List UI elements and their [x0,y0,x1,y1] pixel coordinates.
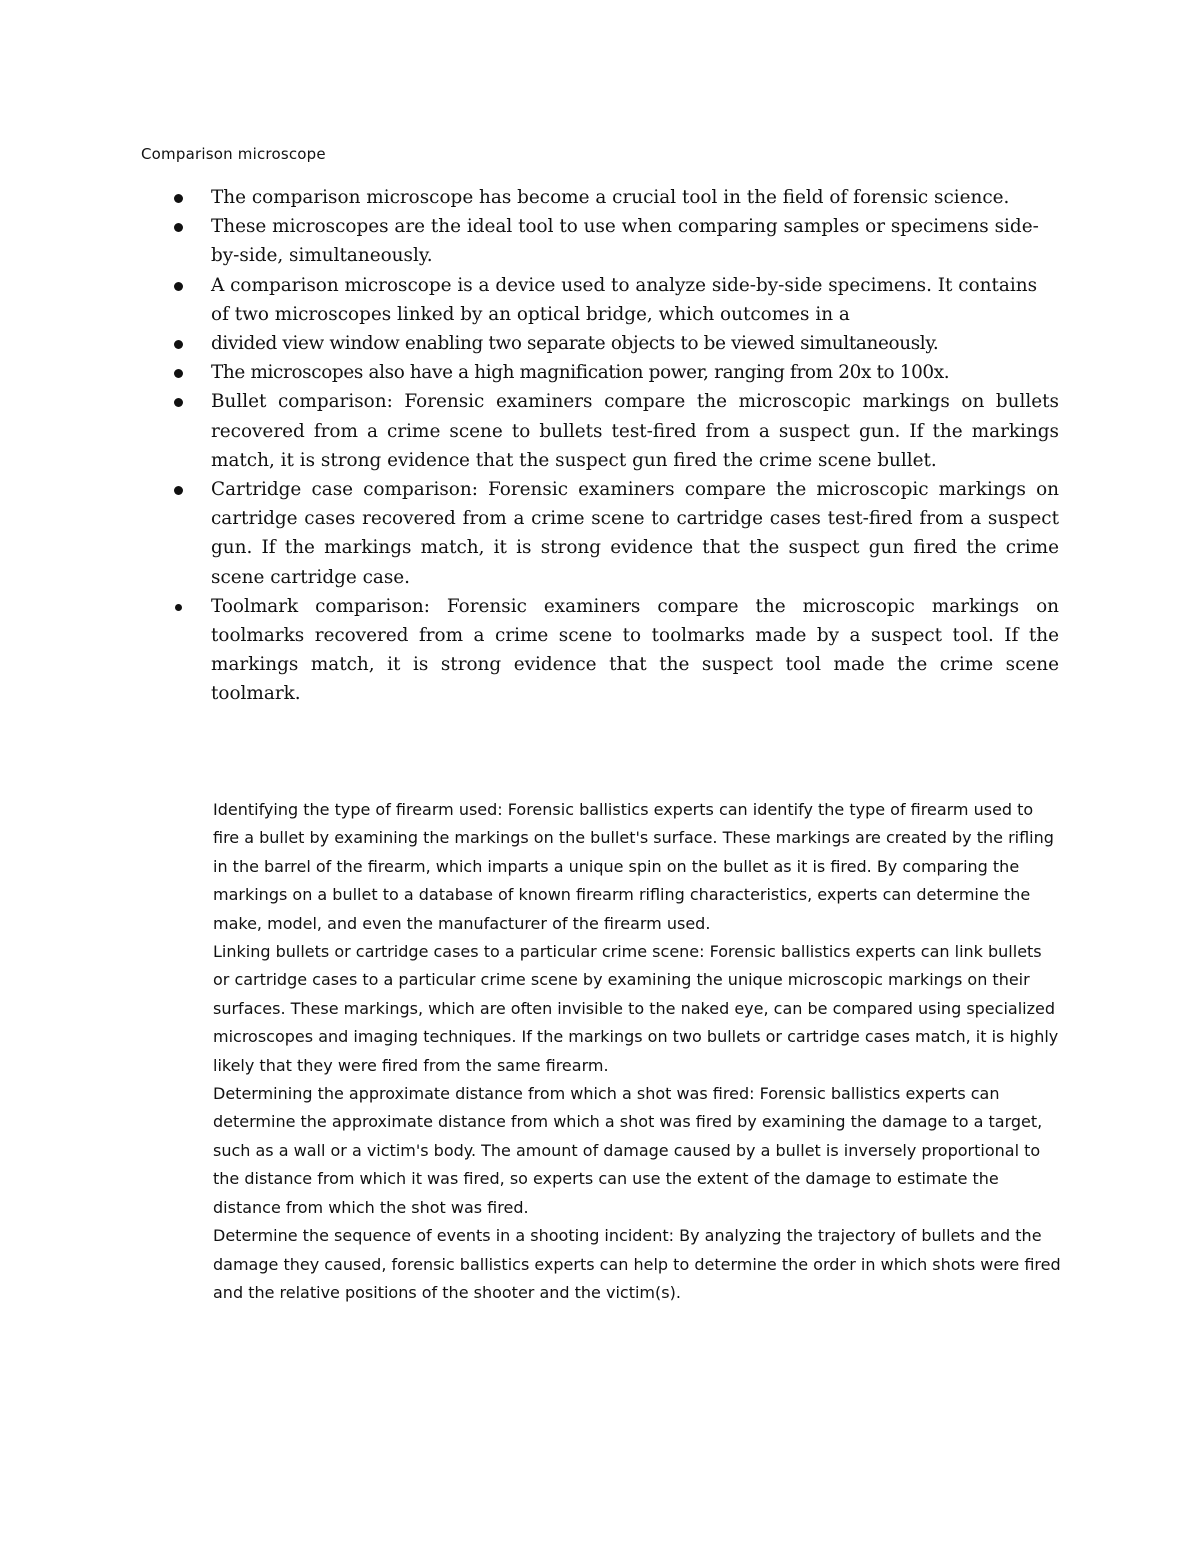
bullet-dot-icon [174,194,183,203]
document-title: Comparison microscope [141,145,326,163]
list-item [141,592,1059,709]
list-item-text: Toolmark comparison: Forensic examiners compare the microscopic markings on toolmarks recovered from a crime scene to toolmarks made by a suspect tool. If the markings match, it is strong evidence that the suspect tool made the crime scene toolmark. [211,595,1059,705]
list-item-text: A comparison microscope is a device used to analyze side-by-side specimens. It contains of two microscopes linked by an optical bridge, which outcomes in a [211,274,1038,325]
list-item [141,475,1059,592]
list-item-text: The comparison microscope has become a crucial tool in the field of forensic science. [211,187,1010,208]
bullet-dot-icon [174,282,183,291]
bullet-list [141,183,1059,709]
list-item [141,358,1059,387]
list-item [141,387,1059,475]
bullet-dot-icon [174,486,183,495]
list-item [141,212,1059,270]
list-item [141,329,1059,358]
list-item-text: Bullet comparison: Forensic examiners compare the microscopic markings on bullets recovered from a crime scene to bullets test-fired from a suspect gun. If the markings match, it is strong evidence that the suspect gun fired the crime scene bullet. [211,391,1059,471]
bullet-dot-icon [174,340,183,349]
bullet-dot-icon [175,604,182,611]
paragraph: Linking bullets or cartridge cases to a particular crime scene: Forensic ballistics experts can link bullets or cartridge cases to a particular crime scene by examining the unique microscopic markings on their surfaces. These markings, which are often invisible to the naked eye, can be compared using specialized microscopes and imaging techniques. If the markings on two bullets or cartridge cases match, it is highly likely that they were fired from the same firearm. [213,942,1059,1075]
list-item [141,271,1059,329]
paragraph: Determine the sequence of events in a shooting incident: By analyzing the trajectory of bullets and the damage they caused, forensic ballistics experts can help to determine the order in which shots were fired and the relative positions of the shooter and the victim(s). [213,1226,1061,1302]
list-item-text: The microscopes also have a high magnification power, ranging from 20x to 100x. [211,362,950,384]
bullet-dot-icon [174,369,183,378]
bullet-dot-icon [174,398,183,407]
list-item-text: divided view window enabling two separate objects to be viewed simultaneously. [211,333,939,355]
list-item-text: These microscopes are the ideal tool to use when comparing samples or specimens side-by-side, simultaneously. [211,216,1039,267]
paragraph: Determining the approximate distance from which a shot was fired: Forensic ballistics experts can determine the approximate distance from which a shot was fired by examining the damage to a target, such as a wall or a victim's body. The amount of damage caused by a bullet is inversely proportional to the distance from which it was fired, so experts can use the extent of the damage to estimate the distance from which the shot was fired. [213,1084,1043,1217]
list-item-text: Cartridge case comparison: Forensic examiners compare the microscopic markings on cartridge cases recovered from a crime scene to cartridge cases test-fired from a suspect gun. If the markings match, it is strong evidence that the suspect gun fired the crime scene cartridge case. [211,479,1059,588]
paragraph: Identifying the type of firearm used: Forensic ballistics experts can identify the type of firearm used to fire a bullet by examining the markings on the bullet's surface. These markings are created by the rifling in the barrel of the firearm, which imparts a unique spin on the bullet as it is fired. By comparing the markings on a bullet to a database of known firearm rifling characteristics, experts can determine the make, model, and even the manufacturer of the firearm used. [213,800,1054,933]
list-item [141,183,1059,212]
bullet-dot-icon [174,223,183,232]
body-paragraphs [213,796,1063,1307]
